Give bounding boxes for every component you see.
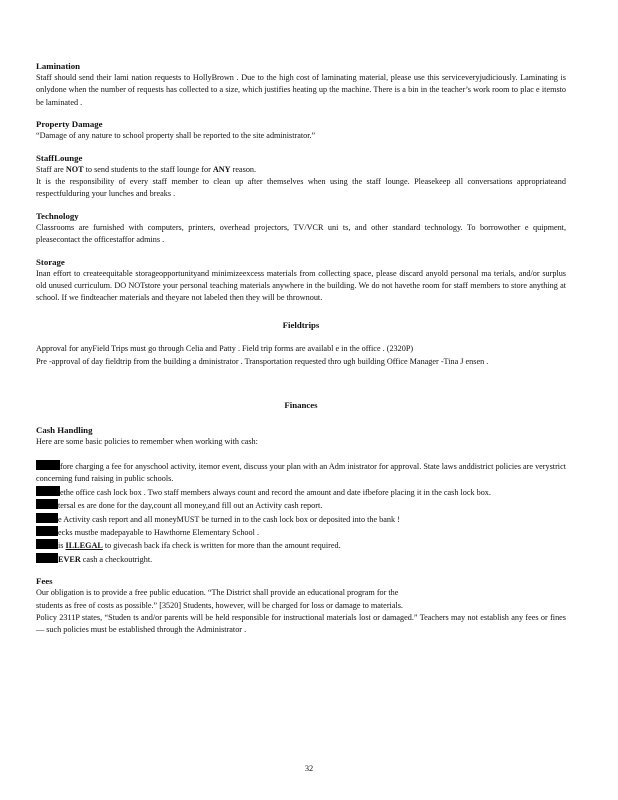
section-storage — [36, 256, 566, 305]
redaction-mark — [36, 460, 60, 470]
cash-item-1 — [36, 460, 566, 486]
cash-item-6-text-b: to givecash back ifa check is written for more than the amount required. — [102, 541, 341, 551]
lounge-line-1 — [36, 164, 566, 176]
section-lamination — [36, 60, 566, 109]
fieldtrips-approval: Approval for anyField Trips must go through Celia and Patty . Field trip forms are availabl e in the office . (2320P) — [36, 344, 414, 354]
property-heading: Property Damage — [36, 119, 103, 130]
redaction-mark — [36, 499, 58, 509]
redaction-mark — [36, 553, 58, 563]
fees-line-1: Our obligation is to provide a free public education. “The District shall provide an educational program for the — [36, 588, 399, 598]
lounge-line-2: It is the responsibility of every staff member to clean up after themselves when using the staff lounge. Pleasekeep all conversations appropriateand respectfulduring your lunches and breaks . — [36, 177, 566, 199]
cash-item-7 — [36, 553, 566, 566]
cash-item-1-text: fore charging a fee for anyschool activity, itemor event, discuss your plan with an Adm inistrator for approval. State laws anddistrict policies are verystrict concerning fund raising in public schools. — [36, 461, 566, 484]
cash-item-2-text: ethe office cash lock box . Two staff members always count and record the amount and date ifbefore placing it in the cash lock box. — [60, 487, 491, 497]
fieldtrips-heading: Fieldtrips — [282, 319, 320, 330]
section-cash-handling — [36, 424, 566, 567]
storage-heading: Storage — [36, 256, 65, 267]
fees-line-2: students as free of costs as possible.” [3520] Students, however, will be charged for loss or damage to materials. — [36, 600, 403, 610]
storage-text: Inan effort to createequitable storageopportunityand minimizeexcess materials from collecting space, please discard anyold personal ma terials, and/or surplus old unused curriculum. DO NOTstore your personal teaching materials anywhere in the building. We do not havethe room for staff members to store anything at school. If we findteacher materials and theyare not labeled then they will be thrownout. — [36, 268, 566, 303]
illegal-emphasis: ILLEGAL — [65, 541, 103, 551]
page-number: 32 — [304, 764, 314, 773]
cash-intro: Here are some basic policies to remember when working with cash: — [36, 436, 258, 446]
lounge-heading: StaffLounge — [36, 152, 83, 163]
lounge-not-emphasis: NOT — [65, 164, 84, 174]
section-fees — [36, 575, 566, 637]
finances-heading: Finances — [284, 400, 318, 411]
cash-item-4-text: e Activity cash report and all moneyMUST be turned in to the cash lock box or deposited into the bank ! — [58, 514, 400, 524]
cash-item-5 — [36, 526, 566, 539]
cash-item-4 — [36, 513, 566, 526]
lounge-any-emphasis: ANY — [212, 164, 231, 174]
section-property-damage — [36, 118, 566, 142]
property-text: “Damage of any nature to school property shall be reported to the site administrator.” — [36, 131, 316, 141]
cash-item-3 — [36, 499, 566, 512]
technology-text: Classrooms are furnished with computers, printers, overhead projectors, TV/VCR uni ts, and other standard technology. To borrowother e quipment, pleasecontact the officestaffor admins . — [36, 222, 566, 245]
cash-item-2 — [36, 486, 566, 499]
cash-item-6-text-a: is — [58, 541, 66, 551]
cash-item-3-text: tersal es are done for the day,count all money,and fill out an Activity cash report. — [58, 501, 323, 511]
cash-heading: Cash Handling — [36, 424, 93, 435]
fieldtrips-preapproval: Pre -approval of day fieldtrip from the building a dministrator . Transportation requested thro ugh building Office Manager -Tina J ensen . — [36, 356, 489, 366]
lounge-text-b: to send students to the staff lounge for — [83, 164, 213, 174]
lamination-heading: Lamination — [36, 61, 80, 71]
technology-heading: Technology — [36, 210, 79, 221]
fees-heading: Fees — [36, 576, 53, 587]
lounge-text-a: Staff are — [36, 164, 66, 174]
never-emphasis: EVER — [58, 554, 81, 564]
section-technology — [36, 210, 566, 247]
fees-line-3: Policy 2311P states, “Studen ts and/or parents will be held responsible for instructional materials lost or damaged.” Teachers may not establish any fees or fines — such policies must be established through the Administrator . — [36, 612, 566, 635]
cash-item-7-text: cash a checkoutright. — [80, 554, 153, 564]
redaction-mark — [36, 526, 58, 536]
lamination-text: Staff should send their lami nation requests to HollyBrown . Due to the high cost of laminating material, please use this serviceveryjudiciously. Laminating is onlydone when the number of requests has collected to a size, which justifies heating up the machine. There is a bin in the teacher’s work room to plac e itemsto be laminated . — [36, 73, 566, 107]
redaction-mark — [36, 513, 58, 523]
lounge-text-c: reason. — [230, 164, 257, 174]
redaction-mark — [36, 539, 58, 549]
cash-item-5-text: ecks mustbe madepayable to Hawthorne Elementary School . — [58, 527, 259, 537]
section-fieldtrips — [36, 343, 566, 368]
document-page — [36, 60, 566, 646]
section-staff-lounge — [36, 152, 566, 201]
redaction-mark — [36, 486, 60, 496]
cash-item-6 — [36, 539, 566, 552]
